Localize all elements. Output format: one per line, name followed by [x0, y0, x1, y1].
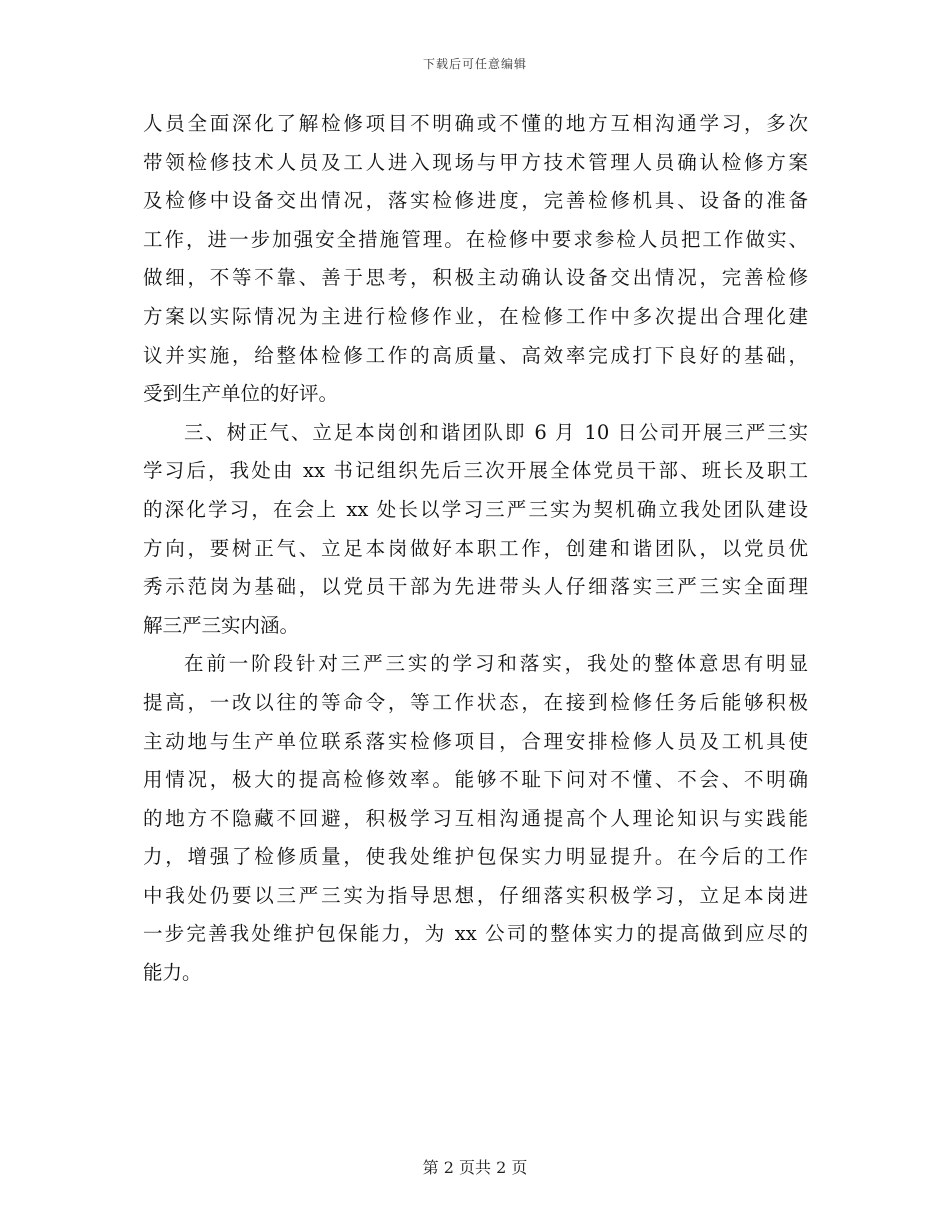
text-line: 方向，要树正气、立足本岗做好本职工作，创建和谐团队，以党员优 [143, 536, 808, 560]
text-line: 能力。 [143, 961, 202, 985]
text-line: 方案以实际情况为主进行检修作业，在检修工作中多次提出合理化建 [143, 304, 808, 328]
text-line: 解三严三实内涵。 [143, 613, 300, 637]
text-line: 三、树正气、立足本岗创和谐团队即 6 月 10 日公司开展三严三实 [184, 420, 808, 444]
text-line: 议并实施，给整体检修工作的高质量、高效率完成打下良好的基础， [143, 343, 808, 367]
text-line: 提高，一改以往的等命令，等工作状态，在接到检修任务后能够积极 [143, 690, 808, 714]
text-line: 人员全面深化了解检修项目不明确或不懂的地方互相沟通学习，多次 [143, 112, 808, 135]
text-line: 带领检修技术人员及工人进入现场与甲方技术管理人员确认检修方案 [143, 150, 808, 174]
text-line: 在前一阶段针对三严三实的学习和落实，我处的整体意思有明显 [184, 652, 808, 676]
text-line: 秀示范岗为基础，以党员干部为先进带头人仔细落实三严三实全面理 [143, 575, 808, 599]
text-line: 受到生产单位的好评。 [143, 382, 339, 406]
page-number: 第 2 页共 2 页 [422, 1158, 528, 1177]
text-line: 一步完善我处维护包保能力，为 xx 公司的整体实力的提高做到应尽的 [143, 922, 808, 946]
paragraph-3 [143, 645, 808, 992]
text-line: 学习后，我处由 xx 书记组织先后三次开展全体党员干部、班长及职工 [143, 459, 808, 483]
text-line: 用情况，极大的提高检修效率。能够不耻下问对不懂、不会、不明确 [143, 768, 808, 792]
text-line: 工作，进一步加强安全措施管理。在检修中要求参检人员把工作做实、 [143, 227, 808, 251]
text-line: 做细，不等不靠、善于思考，积极主动确认设备交出情况，完善检修 [143, 266, 808, 290]
document-body [143, 105, 808, 993]
text-line: 及检修中设备交出情况，落实检修进度，完善检修机具、设备的准备 [143, 189, 808, 213]
paragraph-1 [143, 105, 808, 414]
text-line: 的地方不隐藏不回避，积极学习互相沟通提高个人理论知识与实践能 [143, 806, 808, 830]
paragraph-2 [143, 414, 808, 646]
text-line: 中我处仍要以三严三实为指导思想，仔细落实积极学习，立足本岗进 [143, 883, 808, 907]
text-line: 力，增强了检修质量，使我处维护包保实力明显提升。在今后的工作 [143, 845, 808, 869]
text-line: 的深化学习，在会上 xx 处长以学习三严三实为契机确立我处团队建设 [143, 497, 808, 521]
text-line: 主动地与生产单位联系落实检修项目，合理安排检修人员及工机具使 [143, 729, 808, 753]
page-header-note: 下载后可任意编辑 [422, 57, 527, 71]
